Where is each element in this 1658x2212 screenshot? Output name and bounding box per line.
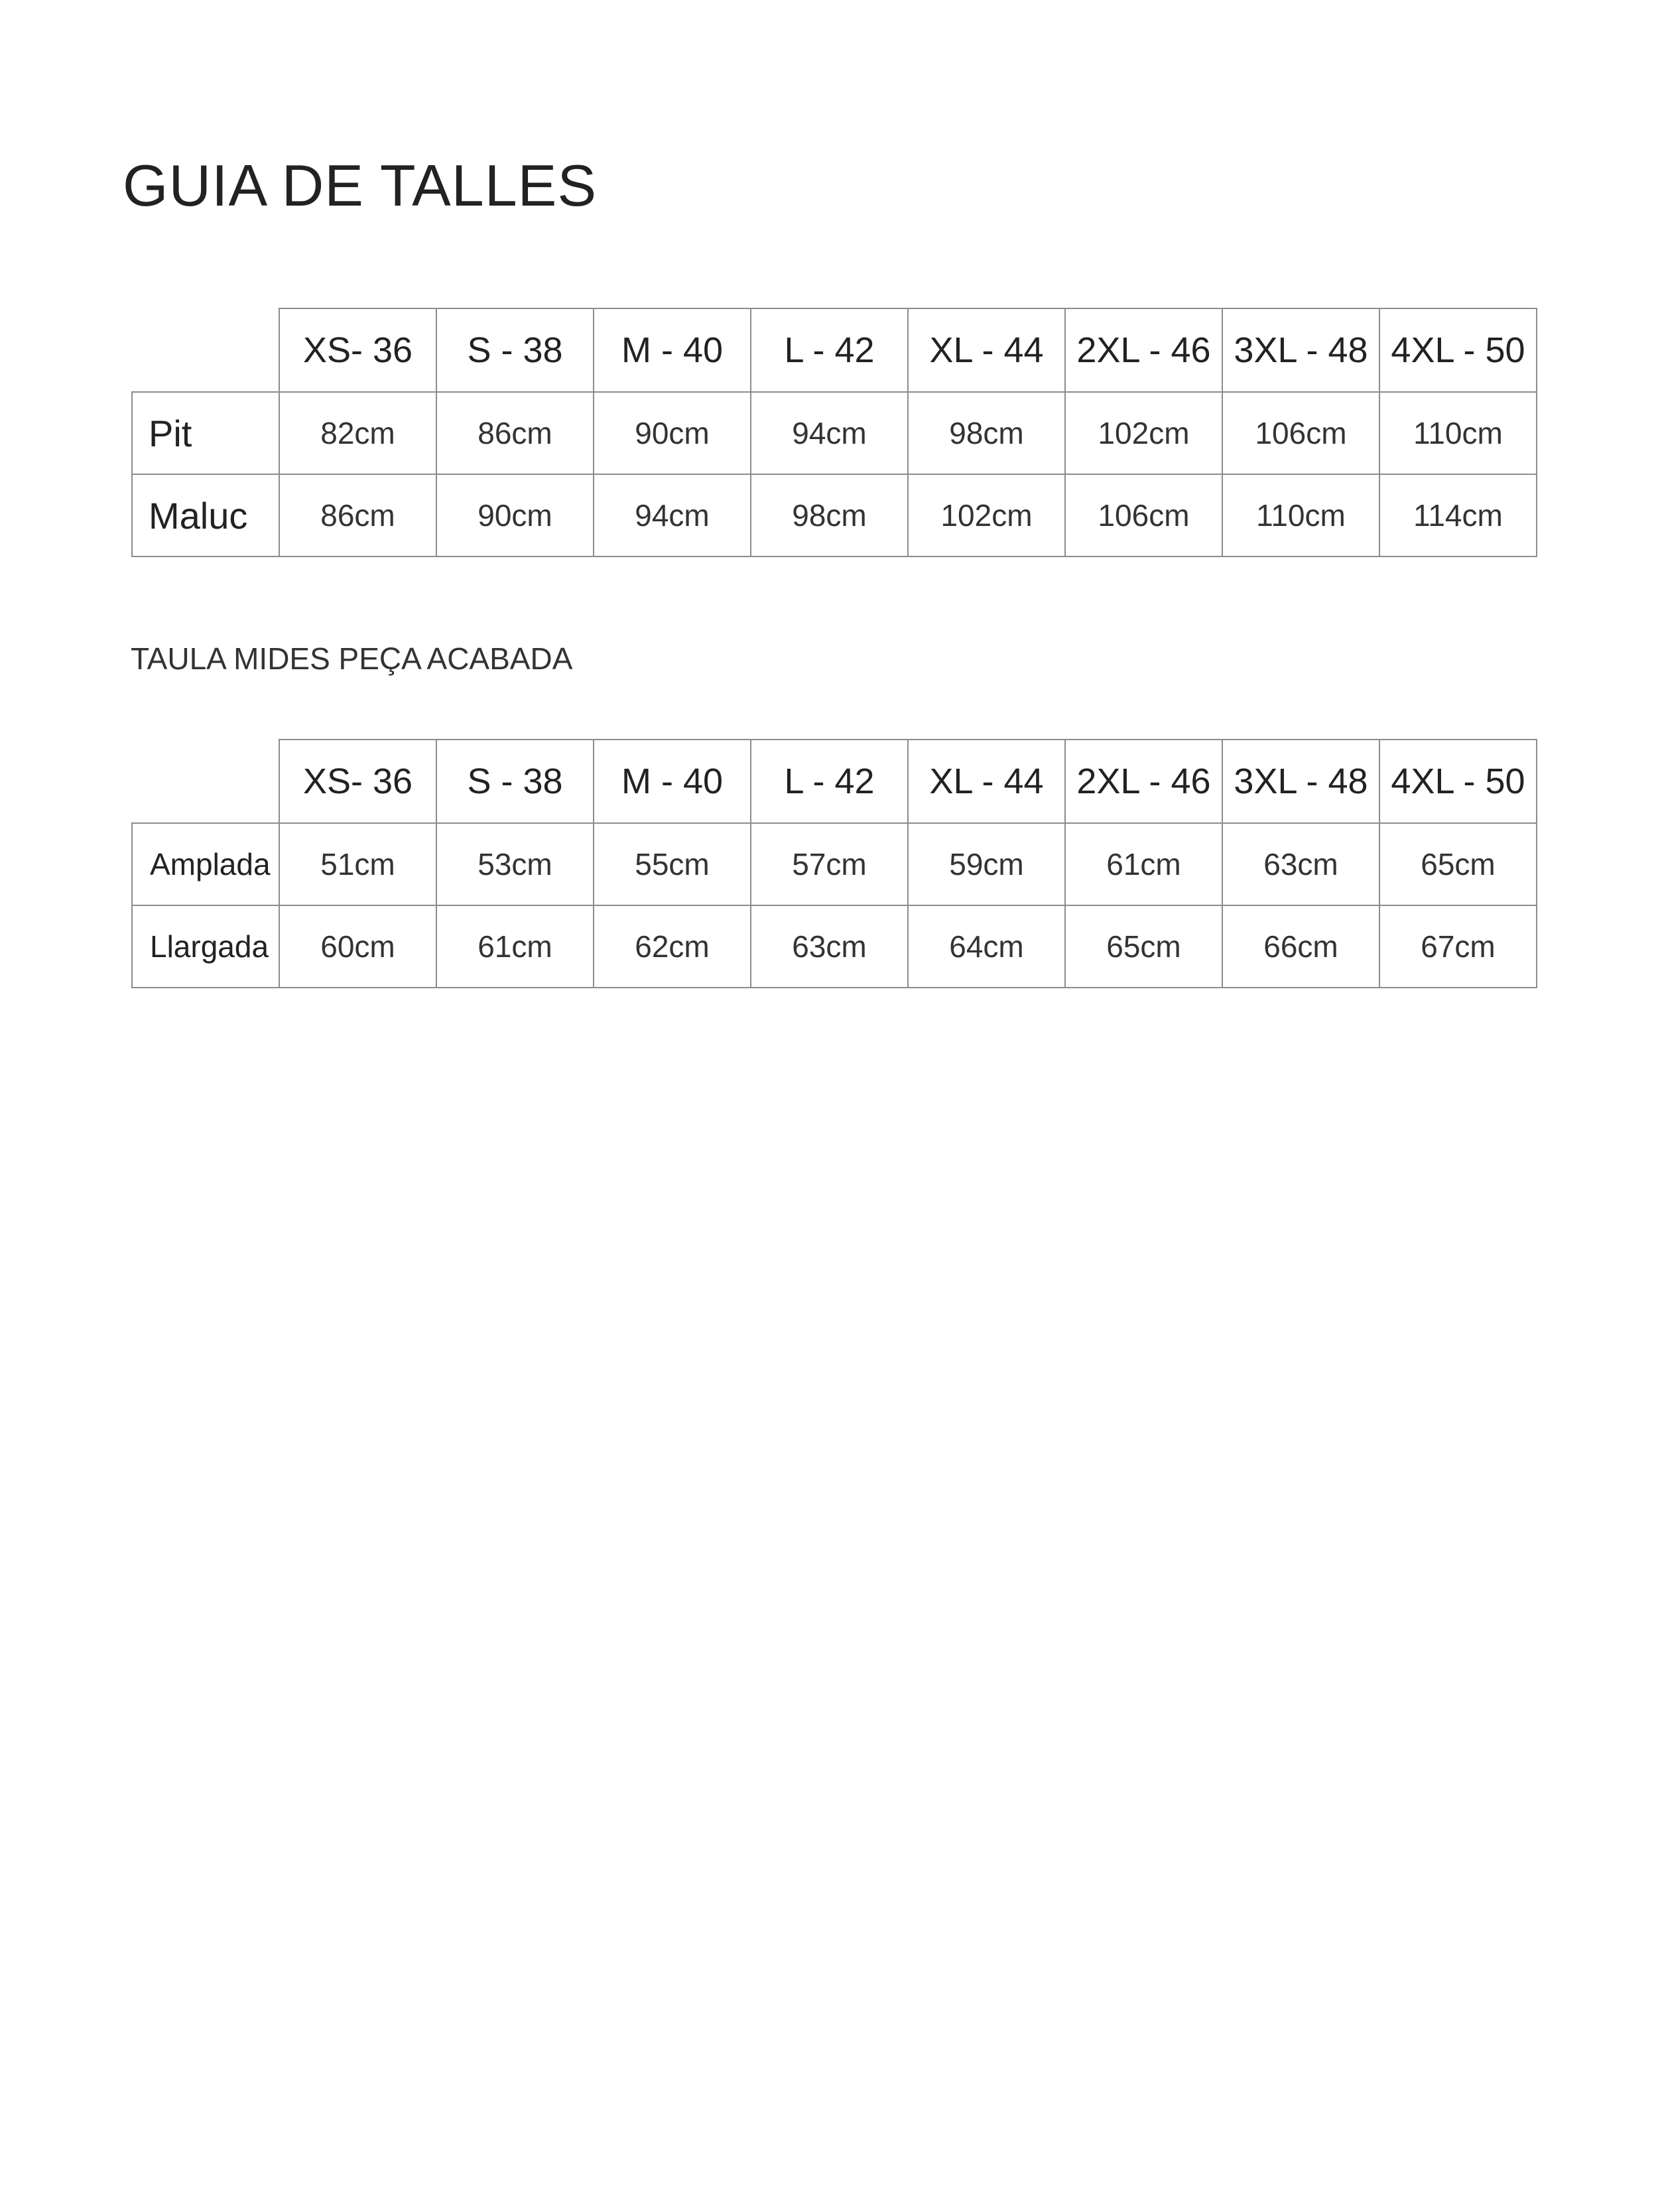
size-header-cell: S - 38 — [436, 308, 594, 392]
size-header-cell: M - 40 — [594, 308, 751, 392]
size-header-cell: S - 38 — [436, 740, 594, 823]
measurement-cell: 106cm — [1222, 392, 1379, 474]
table-row — [132, 392, 1537, 474]
measurement-cell: 110cm — [1379, 392, 1537, 474]
measurement-cell: 53cm — [436, 823, 594, 905]
measurement-cell: 114cm — [1379, 474, 1537, 556]
measurement-cell: 62cm — [594, 905, 751, 988]
measurement-cell: 65cm — [1379, 823, 1537, 905]
measurement-cell: 102cm — [1065, 392, 1222, 474]
measurement-cell: 51cm — [279, 823, 436, 905]
size-header-cell: 2XL - 46 — [1065, 740, 1222, 823]
measurement-cell: 67cm — [1379, 905, 1537, 988]
empty-corner-cell — [132, 308, 279, 392]
size-header-row — [132, 740, 1537, 823]
size-header-cell: 2XL - 46 — [1065, 308, 1222, 392]
size-header-cell: 4XL - 50 — [1379, 308, 1537, 392]
measurement-cell: 98cm — [908, 392, 1065, 474]
size-header-cell: 4XL - 50 — [1379, 740, 1537, 823]
measurement-cell: 61cm — [1065, 823, 1222, 905]
measurement-cell: 65cm — [1065, 905, 1222, 988]
measurement-cell: 66cm — [1222, 905, 1379, 988]
size-header-cell: 3XL - 48 — [1222, 308, 1379, 392]
measurement-cell: 59cm — [908, 823, 1065, 905]
measurement-cell: 94cm — [751, 392, 908, 474]
empty-corner-cell — [132, 740, 279, 823]
size-header-cell: XS- 36 — [279, 740, 436, 823]
size-header-cell: XL - 44 — [908, 308, 1065, 392]
page-title: GUIA DE TALLES — [123, 153, 598, 218]
row-label: Llargada — [132, 905, 279, 988]
measurement-cell: 61cm — [436, 905, 594, 988]
measurement-cell: 110cm — [1222, 474, 1379, 556]
table-row — [132, 823, 1537, 905]
size-header-cell: L - 42 — [751, 308, 908, 392]
measurement-cell: 106cm — [1065, 474, 1222, 556]
measurement-cell: 102cm — [908, 474, 1065, 556]
measurement-cell: 86cm — [279, 474, 436, 556]
size-header-row — [132, 308, 1537, 392]
row-label: Amplada — [132, 823, 279, 905]
measurement-cell: 63cm — [1222, 823, 1379, 905]
size-header-cell: XS- 36 — [279, 308, 436, 392]
row-label: Maluc — [132, 474, 279, 556]
measurement-cell: 90cm — [594, 392, 751, 474]
table-row — [132, 474, 1537, 556]
measurement-cell: 82cm — [279, 392, 436, 474]
measurement-cell: 86cm — [436, 392, 594, 474]
measurement-cell: 57cm — [751, 823, 908, 905]
section-title: TAULA MIDES PEÇA ACABADA — [131, 641, 573, 676]
table-row — [132, 905, 1537, 988]
size-guide-table — [131, 308, 1537, 557]
row-label: Pit — [132, 392, 279, 474]
measurement-cell: 55cm — [594, 823, 751, 905]
measurement-cell: 98cm — [751, 474, 908, 556]
size-header-cell: L - 42 — [751, 740, 908, 823]
size-header-cell: M - 40 — [594, 740, 751, 823]
measurement-cell: 90cm — [436, 474, 594, 556]
measurement-cell: 94cm — [594, 474, 751, 556]
size-header-cell: XL - 44 — [908, 740, 1065, 823]
size-header-cell: 3XL - 48 — [1222, 740, 1379, 823]
measurement-cell: 60cm — [279, 905, 436, 988]
finished-garment-table — [131, 739, 1537, 988]
measurement-cell: 63cm — [751, 905, 908, 988]
measurement-cell: 64cm — [908, 905, 1065, 988]
